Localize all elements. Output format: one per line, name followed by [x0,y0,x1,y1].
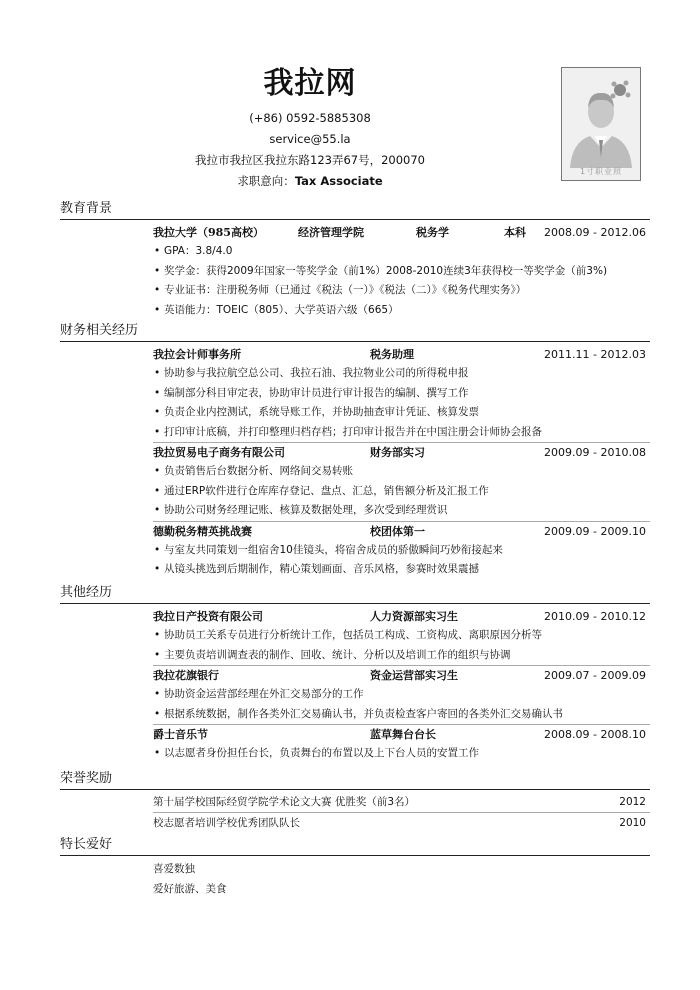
job-objective [60,171,560,192]
section-title: 教育背景 [60,201,113,216]
list-item: • 以志愿者身份担任台长，负责舞台的布置以及上下台人员的安置工作 [154,747,479,759]
experience-date: 2010.09 - 2010.12 [544,610,646,623]
list-item: • 编制部分科目审定表，协助审计员进行审计报告的编制、撰写工作 [154,386,469,399]
list-item: • 通过ERP软件进行仓库库存登记、盘点、汇总，销售额分析及汇报工作 [154,484,489,497]
list-item: • 协助公司财务经理记账、核算及数据处理，多次受到经理赏识 [154,504,448,516]
list-item: • 从镜头挑选到后期制作，精心策划画面、音乐风格，参赛时效果震撼 [154,563,479,575]
role: 人力资源部实习生 [370,610,458,623]
experience-date: 2009.09 - 2009.10 [544,524,646,538]
list-item: • 协助参与我拉航空总公司、我拉石油、我拉物业公司的所得税申报 [154,367,469,379]
list-item: • 负责销售后台数据分析、网络间交易转账 [154,465,353,477]
experience-row [153,443,650,462]
organization: 我拉花旗银行 [153,669,219,682]
objective-value: Tax Associate [294,174,383,188]
person-silhouette-icon [562,68,640,180]
list-item: • 根据系统数据，制作各类外汇交易确认书，并负责检查客户寄回的各类外汇交易确认书 [154,707,563,720]
candidate-name: 我拉网 [263,66,357,101]
resume-header [0,58,560,192]
experience-row [153,725,650,744]
hobbies-section [60,836,650,899]
school: 我拉大学（985高校） [153,226,264,239]
experience-row [153,522,650,541]
profile-photo [561,67,641,181]
experience-row [153,666,650,685]
experience-date: 2009.07 - 2009.09 [544,669,646,682]
list-item: • 专业证书：注册税务师（已通过《税法（一）》《税法（二）》《税务代理实务》） [154,284,527,296]
honor-item [153,792,650,812]
role: 蓝草舞台台长 [370,728,436,741]
experience-row [153,345,650,364]
organization: 我拉贸易电子商务有限公司 [153,446,285,459]
honors-section [60,770,650,833]
list-item: • 负责企业内控测试，系统导账工作，并协助抽查审计凭证、核算发票 [154,406,479,418]
organization: 我拉会计师事务所 [153,348,241,361]
finance-experience-section [60,322,650,580]
email: service@55.la [269,132,351,146]
hobby-item: 爱好旅游、美食 [153,883,227,895]
list-item: • 协助资金运营部经理在外汇交易部分的工作 [154,688,364,700]
organization: 德勤税务精英挑战赛 [153,524,252,538]
experience-date: 2009.09 - 2010.08 [544,446,646,459]
honor-item [153,813,650,833]
education-row [153,223,650,242]
role: 资金运营部实习生 [370,669,458,682]
list-item: • 打印审计底稿，并打印整理归档存档；打印审计报告并在中国注册会计师协会报备 [154,425,542,438]
role: 财务部实习 [370,446,425,459]
list-item: • 奖学金：获得2009年国家一等奖学金（前1%）2008-2010连续3年获得校一等奖学金（前3%) [154,264,608,277]
hobby-item: 喜爱数独 [153,863,195,875]
education-date: 2008.09 - 2012.06 [544,226,646,239]
list-item: • 与室友共同策划一组宿舍10佳镜头，将宿舍成员的骄傲瞬间巧妙衔接起来 [154,543,503,556]
education-section [60,200,650,320]
honor-year: 2010 [619,817,646,829]
list-item: • GPA：3.8/4.0 [154,245,233,257]
honor-year: 2012 [619,796,646,808]
phone: (+86) 0592-5885308 [249,111,371,125]
role: 校团体第一 [370,524,425,538]
experience-row [153,607,650,626]
section-title: 荣誉奖励 [60,771,113,786]
major: 税务学 [416,226,449,239]
organization: 爵士音乐节 [153,728,208,741]
other-experience-section [60,584,650,764]
section-title: 财务相关经历 [60,323,139,338]
objective-label: 求职意向： [237,174,295,188]
honor-text: 第十届学校国际经贸学院学术论文大赛 优胜奖（前3名） [153,796,416,808]
list-item: • 主要负责培训调查表的制作、回收、统计、分析以及培训工作的组织与协调 [154,648,511,661]
honor-text: 校志愿者培训学校优秀团队队长 [153,817,300,829]
section-title: 其他经历 [60,585,113,600]
experience-date: 2008.09 - 2008.10 [544,728,646,741]
role: 税务助理 [370,348,414,361]
section-title: 特长爱好 [60,837,113,852]
experience-date: 2011.11 - 2012.03 [544,348,646,361]
list-item: • 英语能力：TOEIC（805）、大学英语六级（665） [154,303,399,316]
photo-caption: 1寸职业照 [579,167,623,176]
college: 经济管理学院 [298,226,364,239]
degree: 本科 [504,226,526,239]
list-item: • 协助员工关系专员进行分析统计工作，包括员工构成、工资构成、离职原因分析等 [154,629,542,641]
organization: 我拉日产投资有限公司 [153,610,263,623]
address: 我拉市我拉区我拉东路123弄67号，200070 [195,153,425,167]
